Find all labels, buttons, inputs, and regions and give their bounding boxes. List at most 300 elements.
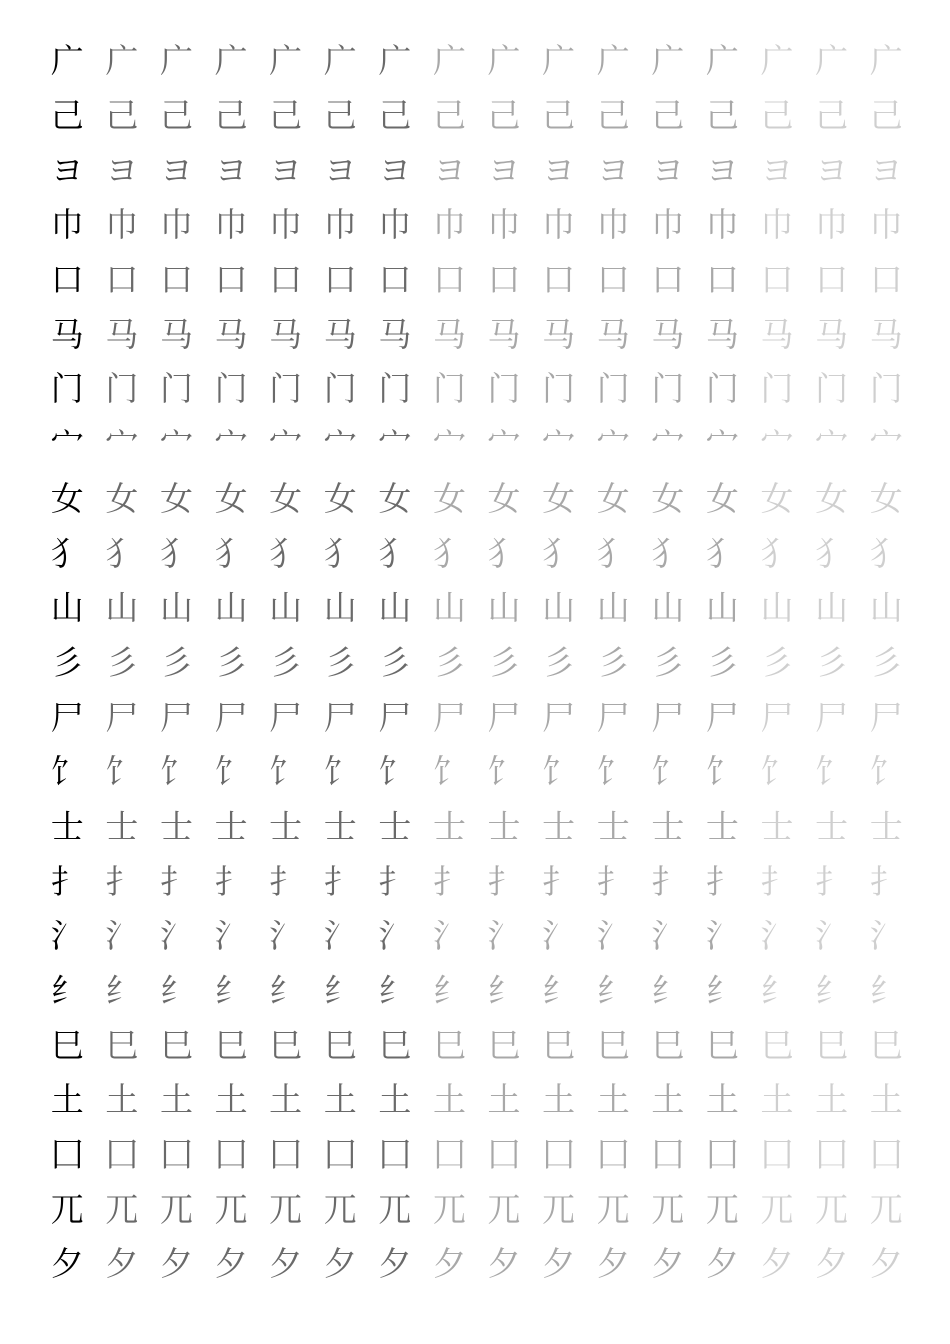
trace-character: 扌 xyxy=(869,861,903,901)
trace-character: 宀 xyxy=(432,424,466,464)
trace-character: 夕 xyxy=(542,1244,576,1284)
trace-character: 口 xyxy=(214,260,248,300)
trace-character: 扌 xyxy=(269,861,303,901)
trace-character: 夕 xyxy=(651,1244,685,1284)
trace-character: 巾 xyxy=(596,205,630,245)
trace-character: 巳 xyxy=(323,1025,357,1065)
trace-character: 宀 xyxy=(105,424,139,464)
trace-character: 氵 xyxy=(105,916,139,956)
trace-character: ヨ xyxy=(269,150,303,190)
trace-character: 马 xyxy=(542,314,576,354)
trace-character: 犭 xyxy=(269,533,303,573)
trace-character: 己 xyxy=(159,96,193,136)
trace-character: 饣 xyxy=(651,752,685,792)
trace-character: 马 xyxy=(869,314,903,354)
trace-character: ヨ xyxy=(651,150,685,190)
trace-character: 己 xyxy=(705,96,739,136)
trace-character: 己 xyxy=(269,96,303,136)
trace-character: 马 xyxy=(323,314,357,354)
trace-character: 夕 xyxy=(323,1244,357,1284)
trace-character: 土 xyxy=(432,1080,466,1120)
trace-character: 兀 xyxy=(542,1189,576,1229)
trace-character: 囗 xyxy=(432,1135,466,1175)
model-character: 山 xyxy=(50,588,84,628)
trace-character: 士 xyxy=(269,806,303,846)
trace-character: 兀 xyxy=(760,1189,794,1229)
trace-character: 囗 xyxy=(323,1135,357,1175)
trace-character: 扌 xyxy=(760,861,794,901)
trace-character: 尸 xyxy=(651,697,685,737)
trace-character: 纟 xyxy=(432,971,466,1011)
practice-row xyxy=(40,1182,920,1237)
trace-character: 饣 xyxy=(705,752,739,792)
trace-character: 巳 xyxy=(815,1025,849,1065)
trace-character: 饣 xyxy=(487,752,521,792)
trace-character: 口 xyxy=(869,260,903,300)
trace-character: 氵 xyxy=(651,916,685,956)
trace-character: 土 xyxy=(487,1080,521,1120)
trace-character: 土 xyxy=(815,1080,849,1120)
trace-character: 马 xyxy=(815,314,849,354)
trace-character: 己 xyxy=(378,96,412,136)
trace-character: 宀 xyxy=(542,424,576,464)
trace-character: 宀 xyxy=(705,424,739,464)
trace-character: 囗 xyxy=(487,1135,521,1175)
trace-character: 土 xyxy=(651,1080,685,1120)
trace-character: 彡 xyxy=(651,642,685,682)
trace-character: 氵 xyxy=(869,916,903,956)
trace-character: 巾 xyxy=(487,205,521,245)
trace-character: 士 xyxy=(705,806,739,846)
trace-character: 兀 xyxy=(105,1189,139,1229)
trace-character: 尸 xyxy=(159,697,193,737)
trace-character: 门 xyxy=(323,369,357,409)
trace-character: 门 xyxy=(705,369,739,409)
trace-character: 彡 xyxy=(105,642,139,682)
trace-character: 彡 xyxy=(542,642,576,682)
trace-character: 夕 xyxy=(214,1244,248,1284)
trace-character: 士 xyxy=(323,806,357,846)
trace-character: 彡 xyxy=(760,642,794,682)
model-character: 夕 xyxy=(50,1244,84,1284)
trace-character: 宀 xyxy=(596,424,630,464)
trace-character: 兀 xyxy=(378,1189,412,1229)
trace-character: 广 xyxy=(214,41,248,81)
trace-character: 宀 xyxy=(651,424,685,464)
trace-character: 兀 xyxy=(596,1189,630,1229)
trace-character: 犭 xyxy=(542,533,576,573)
trace-character: 饣 xyxy=(323,752,357,792)
model-character: 巳 xyxy=(50,1025,84,1065)
trace-character: 马 xyxy=(269,314,303,354)
trace-character: 己 xyxy=(432,96,466,136)
trace-character: 饣 xyxy=(105,752,139,792)
trace-character: 巳 xyxy=(596,1025,630,1065)
trace-character: 囗 xyxy=(159,1135,193,1175)
trace-character: 广 xyxy=(487,41,521,81)
trace-character: 己 xyxy=(323,96,357,136)
trace-character: 扌 xyxy=(815,861,849,901)
trace-character: ヨ xyxy=(323,150,357,190)
trace-character: 扌 xyxy=(378,861,412,901)
trace-character: 纟 xyxy=(542,971,576,1011)
trace-character: 马 xyxy=(214,314,248,354)
trace-character: 巾 xyxy=(760,205,794,245)
trace-character: 夕 xyxy=(159,1244,193,1284)
trace-character: 饣 xyxy=(159,752,193,792)
trace-character: 饣 xyxy=(214,752,248,792)
trace-character: 己 xyxy=(869,96,903,136)
trace-character: 山 xyxy=(214,588,248,628)
trace-character: 饣 xyxy=(869,752,903,792)
trace-character: 山 xyxy=(596,588,630,628)
trace-character: 尸 xyxy=(432,697,466,737)
trace-character: 尸 xyxy=(214,697,248,737)
trace-character: 口 xyxy=(815,260,849,300)
trace-character: 己 xyxy=(542,96,576,136)
trace-character: 宀 xyxy=(760,424,794,464)
trace-character: 马 xyxy=(705,314,739,354)
trace-character: 口 xyxy=(705,260,739,300)
trace-character: 巾 xyxy=(651,205,685,245)
trace-character: 扌 xyxy=(705,861,739,901)
trace-character: 尸 xyxy=(705,697,739,737)
trace-character: 马 xyxy=(596,314,630,354)
trace-character: 巾 xyxy=(269,205,303,245)
trace-character: 纟 xyxy=(760,971,794,1011)
trace-character: 女 xyxy=(651,478,685,518)
trace-character: 口 xyxy=(487,260,521,300)
trace-character: ヨ xyxy=(214,150,248,190)
trace-character: 纟 xyxy=(214,971,248,1011)
trace-character: 己 xyxy=(815,96,849,136)
practice-row xyxy=(40,1128,920,1183)
trace-character: 囗 xyxy=(705,1135,739,1175)
trace-character: 山 xyxy=(760,588,794,628)
trace-character: 兀 xyxy=(159,1189,193,1229)
trace-character: 扌 xyxy=(432,861,466,901)
trace-character: 氵 xyxy=(760,916,794,956)
trace-character: 山 xyxy=(705,588,739,628)
practice-row xyxy=(40,964,920,1019)
trace-character: 广 xyxy=(596,41,630,81)
trace-character: 广 xyxy=(105,41,139,81)
trace-character: 士 xyxy=(542,806,576,846)
practice-sheet xyxy=(40,34,920,1324)
trace-character: 土 xyxy=(705,1080,739,1120)
trace-character: 马 xyxy=(378,314,412,354)
trace-character: 氵 xyxy=(596,916,630,956)
trace-character: 兀 xyxy=(705,1189,739,1229)
trace-character: 囗 xyxy=(760,1135,794,1175)
trace-character: 犭 xyxy=(487,533,521,573)
trace-character: 囗 xyxy=(105,1135,139,1175)
trace-character: 山 xyxy=(105,588,139,628)
trace-character: 犭 xyxy=(378,533,412,573)
practice-row xyxy=(40,253,920,308)
trace-character: 纟 xyxy=(815,971,849,1011)
trace-character: 巳 xyxy=(705,1025,739,1065)
practice-row xyxy=(40,1018,920,1073)
trace-character: 广 xyxy=(651,41,685,81)
trace-character: 巳 xyxy=(105,1025,139,1065)
trace-character: 宀 xyxy=(487,424,521,464)
trace-character: 纟 xyxy=(105,971,139,1011)
trace-character: 囗 xyxy=(269,1135,303,1175)
trace-character: 土 xyxy=(869,1080,903,1120)
trace-character: 氵 xyxy=(487,916,521,956)
trace-character: 马 xyxy=(760,314,794,354)
trace-character: 巳 xyxy=(432,1025,466,1065)
trace-character: 己 xyxy=(105,96,139,136)
trace-character: 女 xyxy=(760,478,794,518)
practice-row xyxy=(40,89,920,144)
trace-character: 氵 xyxy=(269,916,303,956)
trace-character: 尸 xyxy=(542,697,576,737)
trace-character: 饣 xyxy=(432,752,466,792)
practice-row xyxy=(40,854,920,909)
trace-character: 犭 xyxy=(760,533,794,573)
trace-character: 囗 xyxy=(651,1135,685,1175)
trace-character: 士 xyxy=(760,806,794,846)
trace-character: 广 xyxy=(159,41,193,81)
trace-character: 门 xyxy=(269,369,303,409)
trace-character: ヨ xyxy=(432,150,466,190)
trace-character: 士 xyxy=(105,806,139,846)
trace-character: 彡 xyxy=(432,642,466,682)
trace-character: 女 xyxy=(542,478,576,518)
trace-character: 宀 xyxy=(159,424,193,464)
trace-character: 氵 xyxy=(378,916,412,956)
trace-character: 犭 xyxy=(705,533,739,573)
model-character: 口 xyxy=(50,260,84,300)
trace-character: 尸 xyxy=(869,697,903,737)
trace-character: 纟 xyxy=(596,971,630,1011)
practice-row xyxy=(40,690,920,745)
trace-character: 马 xyxy=(105,314,139,354)
trace-character: 女 xyxy=(269,478,303,518)
trace-character: 彡 xyxy=(323,642,357,682)
trace-character: 门 xyxy=(815,369,849,409)
trace-character: 门 xyxy=(760,369,794,409)
trace-character: 马 xyxy=(159,314,193,354)
trace-character: 山 xyxy=(378,588,412,628)
trace-character: 巾 xyxy=(378,205,412,245)
trace-character: 巳 xyxy=(542,1025,576,1065)
trace-character: 山 xyxy=(487,588,521,628)
model-character: 彡 xyxy=(50,642,84,682)
trace-character: 宀 xyxy=(269,424,303,464)
trace-character: 马 xyxy=(487,314,521,354)
model-character: 犭 xyxy=(50,533,84,573)
trace-character: 宀 xyxy=(323,424,357,464)
trace-character: 彡 xyxy=(159,642,193,682)
trace-character: 巾 xyxy=(705,205,739,245)
trace-character: 口 xyxy=(159,260,193,300)
trace-character: 士 xyxy=(596,806,630,846)
trace-character: 纟 xyxy=(487,971,521,1011)
trace-character: 巾 xyxy=(432,205,466,245)
trace-character: 巾 xyxy=(105,205,139,245)
trace-character: 彡 xyxy=(815,642,849,682)
trace-character: 门 xyxy=(487,369,521,409)
practice-row xyxy=(40,909,920,964)
trace-character: 山 xyxy=(542,588,576,628)
practice-row xyxy=(40,34,920,89)
trace-character: 扌 xyxy=(214,861,248,901)
trace-character: 囗 xyxy=(214,1135,248,1175)
trace-character: 彡 xyxy=(487,642,521,682)
trace-character: 氵 xyxy=(159,916,193,956)
trace-character: 山 xyxy=(869,588,903,628)
trace-character: 饣 xyxy=(378,752,412,792)
trace-character: 彡 xyxy=(214,642,248,682)
trace-character: 门 xyxy=(432,369,466,409)
trace-character: 氵 xyxy=(323,916,357,956)
trace-character: 巳 xyxy=(378,1025,412,1065)
practice-row xyxy=(40,417,920,472)
trace-character: 彡 xyxy=(869,642,903,682)
practice-row xyxy=(40,581,920,636)
trace-character: 女 xyxy=(323,478,357,518)
trace-character: 犭 xyxy=(323,533,357,573)
trace-character: 山 xyxy=(815,588,849,628)
trace-character: 口 xyxy=(323,260,357,300)
practice-row xyxy=(40,800,920,855)
trace-character: 广 xyxy=(815,41,849,81)
trace-character: 巾 xyxy=(815,205,849,245)
trace-character: 扌 xyxy=(596,861,630,901)
trace-character: 己 xyxy=(760,96,794,136)
trace-character: ヨ xyxy=(487,150,521,190)
trace-character: 土 xyxy=(105,1080,139,1120)
trace-character: 扌 xyxy=(651,861,685,901)
trace-character: 士 xyxy=(214,806,248,846)
trace-character: 门 xyxy=(869,369,903,409)
trace-character: 尸 xyxy=(323,697,357,737)
trace-character: 士 xyxy=(487,806,521,846)
trace-character: 饣 xyxy=(815,752,849,792)
trace-character: ヨ xyxy=(760,150,794,190)
trace-character: 山 xyxy=(323,588,357,628)
trace-character: 兀 xyxy=(487,1189,521,1229)
trace-character: 夕 xyxy=(815,1244,849,1284)
trace-character: 犭 xyxy=(869,533,903,573)
practice-row xyxy=(40,636,920,691)
trace-character: 兀 xyxy=(651,1189,685,1229)
trace-character: 巾 xyxy=(214,205,248,245)
model-character: 土 xyxy=(50,1080,84,1120)
trace-character: 氵 xyxy=(705,916,739,956)
trace-character: 巳 xyxy=(487,1025,521,1065)
model-character: 广 xyxy=(50,41,84,81)
trace-character: 囗 xyxy=(378,1135,412,1175)
trace-character: 尸 xyxy=(105,697,139,737)
trace-character: 士 xyxy=(159,806,193,846)
practice-row xyxy=(40,1073,920,1128)
trace-character: 彡 xyxy=(596,642,630,682)
practice-row xyxy=(40,143,920,198)
trace-character: 夕 xyxy=(487,1244,521,1284)
trace-character: ヨ xyxy=(105,150,139,190)
trace-character: 土 xyxy=(542,1080,576,1120)
trace-character: 夕 xyxy=(269,1244,303,1284)
trace-character: 土 xyxy=(269,1080,303,1120)
trace-character: 女 xyxy=(869,478,903,518)
trace-character: 口 xyxy=(760,260,794,300)
model-character: 扌 xyxy=(50,861,84,901)
trace-character: 马 xyxy=(432,314,466,354)
trace-character: 兀 xyxy=(323,1189,357,1229)
trace-character: 宀 xyxy=(378,424,412,464)
trace-character: 门 xyxy=(105,369,139,409)
trace-character: 纟 xyxy=(159,971,193,1011)
model-character: 饣 xyxy=(50,752,84,792)
trace-character: 土 xyxy=(596,1080,630,1120)
trace-character: 广 xyxy=(869,41,903,81)
trace-character: 山 xyxy=(159,588,193,628)
trace-character: 兀 xyxy=(869,1189,903,1229)
trace-character: 夕 xyxy=(869,1244,903,1284)
trace-character: 巳 xyxy=(869,1025,903,1065)
trace-character: 纟 xyxy=(269,971,303,1011)
practice-row xyxy=(40,745,920,800)
trace-character: 女 xyxy=(432,478,466,518)
trace-character: ヨ xyxy=(705,150,739,190)
trace-character: 己 xyxy=(596,96,630,136)
practice-row xyxy=(40,1237,920,1292)
trace-character: 门 xyxy=(214,369,248,409)
trace-character: 夕 xyxy=(596,1244,630,1284)
trace-character: 土 xyxy=(159,1080,193,1120)
trace-character: ヨ xyxy=(815,150,849,190)
model-character: 己 xyxy=(50,96,84,136)
trace-character: 土 xyxy=(214,1080,248,1120)
model-character: 兀 xyxy=(50,1189,84,1229)
model-character: 囗 xyxy=(50,1135,84,1175)
trace-character: 广 xyxy=(542,41,576,81)
trace-character: 尸 xyxy=(815,697,849,737)
trace-character: 纟 xyxy=(323,971,357,1011)
trace-character: 犭 xyxy=(596,533,630,573)
trace-character: 女 xyxy=(214,478,248,518)
model-character: 巾 xyxy=(50,205,84,245)
trace-character: 犭 xyxy=(432,533,466,573)
trace-character: 夕 xyxy=(432,1244,466,1284)
trace-character: 纟 xyxy=(705,971,739,1011)
trace-character: 巾 xyxy=(323,205,357,245)
trace-character: 士 xyxy=(378,806,412,846)
trace-character: 扌 xyxy=(323,861,357,901)
practice-row xyxy=(40,198,920,253)
trace-character: 夕 xyxy=(105,1244,139,1284)
trace-character: 门 xyxy=(542,369,576,409)
trace-character: 巾 xyxy=(542,205,576,245)
trace-character: 女 xyxy=(159,478,193,518)
trace-character: 兀 xyxy=(214,1189,248,1229)
trace-character: 兀 xyxy=(815,1189,849,1229)
trace-character: ヨ xyxy=(159,150,193,190)
trace-character: 囗 xyxy=(869,1135,903,1175)
trace-character: 巳 xyxy=(214,1025,248,1065)
trace-character: 夕 xyxy=(378,1244,412,1284)
model-character: 尸 xyxy=(50,697,84,737)
model-character: 女 xyxy=(50,478,84,518)
trace-character: 士 xyxy=(869,806,903,846)
trace-character: 纟 xyxy=(869,971,903,1011)
trace-character: 囗 xyxy=(542,1135,576,1175)
trace-character: 尸 xyxy=(378,697,412,737)
